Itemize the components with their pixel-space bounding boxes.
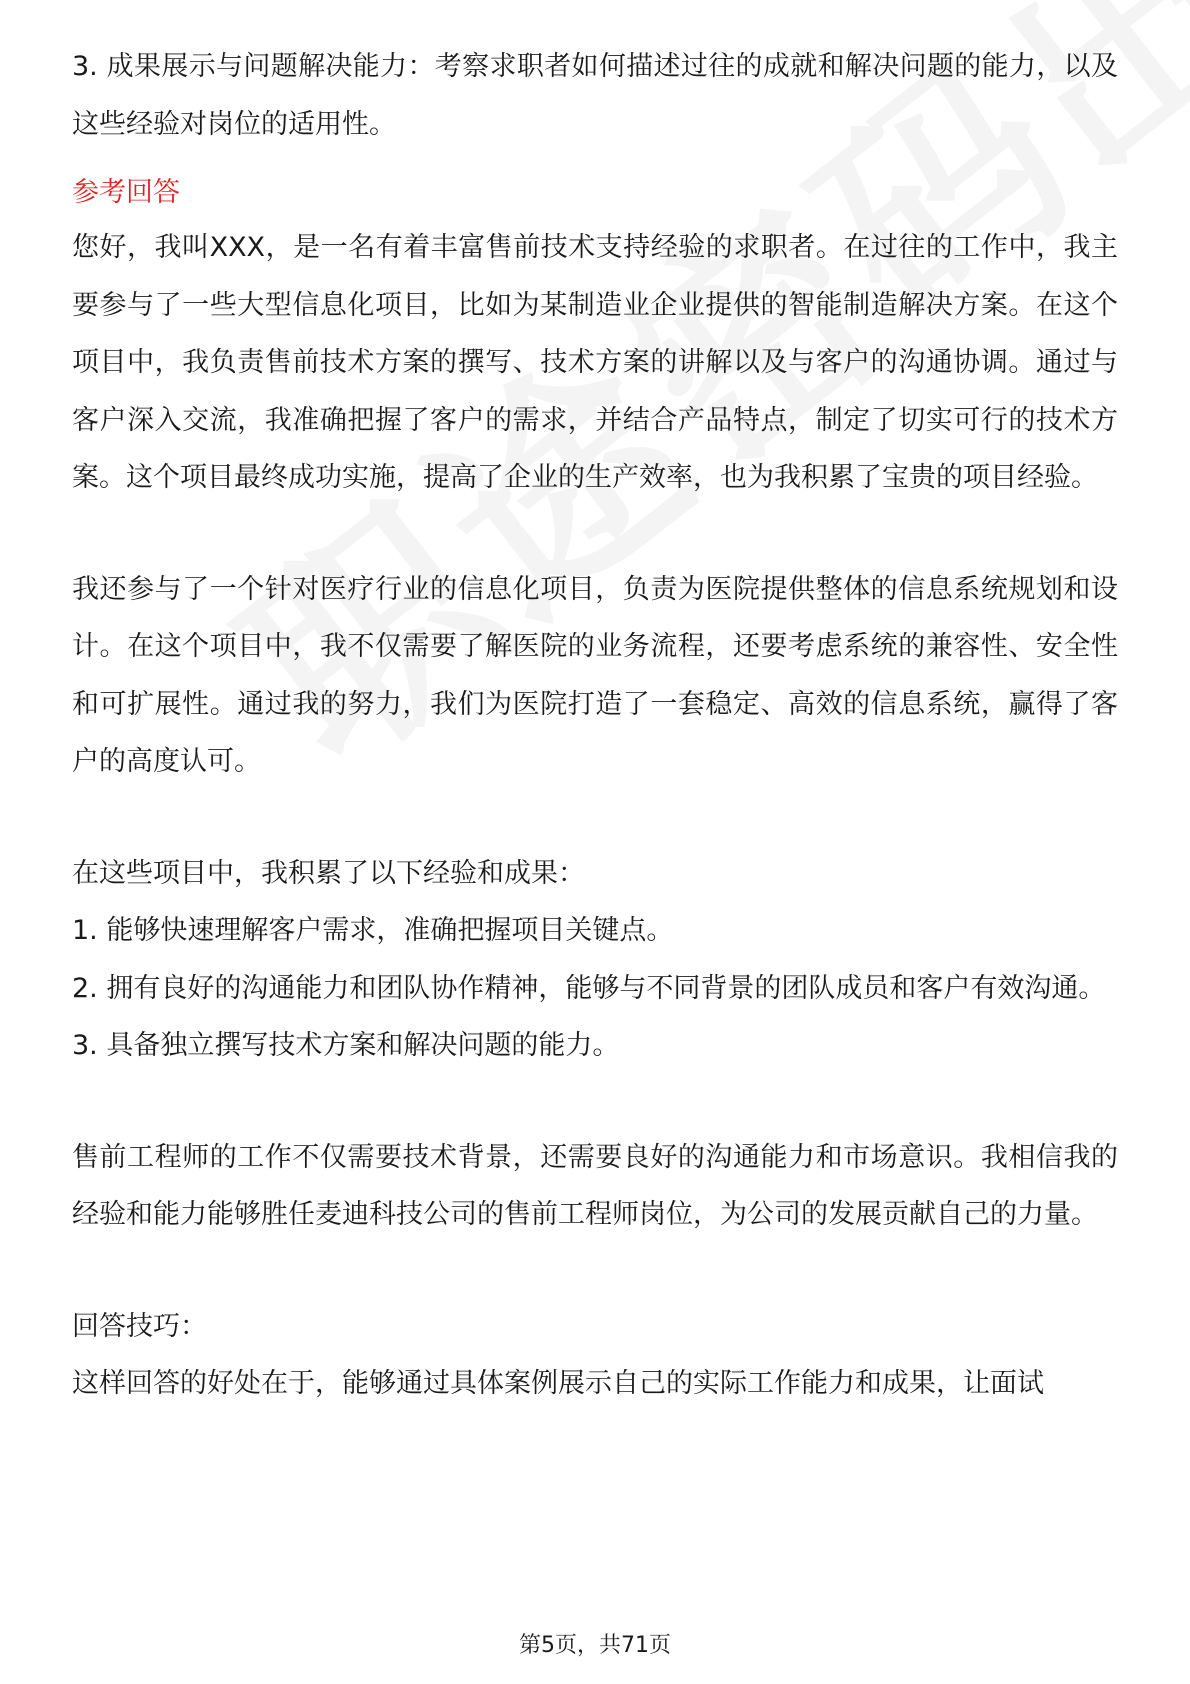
spacer [72, 507, 1118, 561]
list-item: 2. 拥有良好的沟通能力和团队协作精神，能够与不同背景的团队成员和客户有效沟通。 [72, 972, 1106, 1004]
spacer [72, 791, 1118, 845]
page-footer: 第5页，共71页 [519, 1633, 671, 1658]
tips-text: 这样回答的好处在于，能够通过具体案例展示自己的实际工作能力和成果，让面试 [72, 1368, 1044, 1399]
spacer [72, 1244, 1118, 1298]
document-body [72, 38, 1118, 1413]
paragraph-3-lead: 在这些项目中，我积累了以下经验和成果： [72, 857, 585, 889]
intro-item: 3. 成果展示与问题解决能力：考察求职者如何描述过往的成就和解决问题的能力，以及这些经验对岗位的适用性。 [72, 51, 1118, 140]
list-item: 3. 具备独立撰写技术方案和解决问题的能力。 [72, 1030, 620, 1061]
list-item: 1. 能够快速理解客户需求，准确把握项目关键点。 [72, 915, 674, 946]
spacer [72, 1075, 1118, 1129]
section-title: 参考回答 [72, 177, 180, 208]
paragraph-2: 我还参与了一个针对医疗行业的信息化项目，负责为医院提供整体的信息系统规划和设计。在这个项目中，我不仅需要了解医院的业务流程，还要考虑系统的兼容性、安全性和可扩展性。通过我的努力，我们为医院打造了一套稳定、高效的信息系统，赢得了客户的高度认可。 [72, 573, 1118, 777]
tips-title: 回答技巧： [72, 1310, 207, 1342]
paragraph-1: 您好，我叫XXX，是一名有着丰富售前技术支持经验的求职者。在过往的工作中，我主要参与了一些大型信息化项目，比如为某制造业企业提供的智能制造解决方案。在这个项目中，我负责售前技术方案的撰写、技术方案的讲解以及与客户的沟通协调。通过与客户深入交流，我准确把握了客户的需求，并结合产品特点，制定了切实可行的技术方案。这个项目最终成功实施，提高了企业的生产效率，也为我积累了宝贵的项目经验。 [72, 232, 1118, 493]
paragraph-4: 售前工程师的工作不仅需要技术背景，还需要良好的沟通能力和市场意识。我相信我的经验和能力能够胜任麦迪科技公司的售前工程师岗位，为公司的发展贡献自己的力量。 [72, 1141, 1118, 1230]
